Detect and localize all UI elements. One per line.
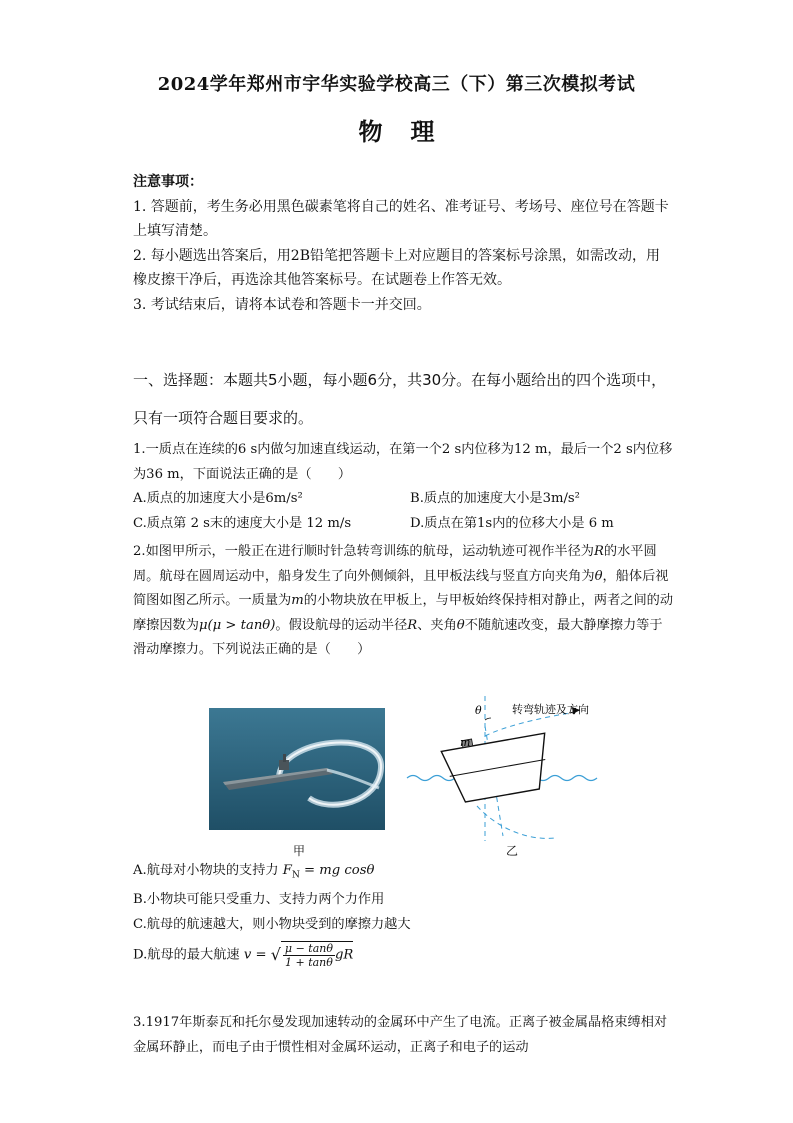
option-a: A.质点的加速度大小是6m/s² — [133, 491, 303, 506]
var-r: R — [593, 544, 604, 559]
notes-heading: 注意事项： — [133, 174, 203, 190]
option-b: B.小物块可能只受重力、支持力两个力作用 — [133, 892, 385, 908]
track-label: 转弯轨迹及方向 — [512, 703, 589, 716]
question-2-options — [133, 859, 673, 969]
section-heading: 一、选择题：本题共5小题，每小题6分，共30分。在每小题给出的四个选项中，只有一项符合题目要求的。 — [133, 371, 667, 427]
question-2 — [133, 540, 673, 663]
stem-text: 2.如图甲所示，一般正在进行顺时针急转弯训练的航母，运动轨迹可视作半径为 — [133, 544, 594, 559]
note-item: 3. 考试结束后，请将本试卷和答题卡一并交回。 — [133, 296, 431, 313]
subject-title: 物理 — [358, 117, 463, 146]
option-c: C.质点第 2 s末的速度大小是 12 m/s — [133, 515, 352, 531]
sqrt-expression — [281, 941, 353, 969]
option-b: B.质点的加速度大小是3m/s² — [410, 491, 580, 506]
mass-label: m — [460, 736, 471, 749]
var-mu: μ(μ > tanθ) — [198, 617, 276, 633]
stem-text: ，船体后视简图如图乙所示。一质量为 — [133, 568, 669, 608]
stem-text: 、夹角 — [417, 617, 457, 633]
stem-text: 。假设航母的运动半径 — [275, 617, 408, 633]
option-a — [133, 859, 673, 888]
caption-b: 乙 — [506, 844, 519, 858]
force-symbol: F — [282, 863, 292, 878]
question-1 — [133, 438, 673, 536]
theta-label: θ — [475, 704, 482, 717]
velocity-symbol: v = — [243, 947, 267, 963]
option-d-text: D.航母的最大航速 — [133, 947, 240, 963]
question-stem: 1.一质点在连续的6 s内做匀加速直线运动，在第一个2 s内位移为12 m，最后一个2 s内位移为36 m，下面说法正确的是（ ） — [133, 442, 673, 482]
var-m: m — [291, 593, 304, 608]
carrier-photo — [209, 708, 385, 830]
stem-text: 的水平圆周。航母在圆周运动中，船身发生了向外侧倾斜，且甲板法线与竖直方向夹角为 — [133, 544, 657, 584]
ship-diagram — [405, 696, 640, 841]
var-r: R — [407, 617, 418, 633]
option-d: D.质点在第1s内的位移大小是 6 m — [410, 515, 614, 531]
note-item: 2. 每小题选出答案后，用2B铅笔把答题卡上对应题目的答案标号涂黑，如需改动，用橡皮擦干净后，再选涂其他答案标号。在试题卷上作答无效。 — [133, 247, 661, 288]
exam-title: 2024学年郑州市宇华实验学校高三（下）第三次模拟考试 — [157, 74, 636, 95]
var-theta: θ — [456, 617, 465, 633]
caption-a: 甲 — [293, 844, 306, 858]
fraction-denominator: 1 + tanθ — [284, 956, 333, 970]
stem-text: 不随航速改变，最大静摩擦力等于滑动摩擦力。下列说法正确的是（ ） — [133, 617, 663, 657]
fraction-numerator: μ − tanθ — [284, 942, 333, 956]
note-item: 1. 答题前，考生务必用黑色碳素笔将自己的姓名、准考证号、考场号、座位号在答题卡上填写清楚。 — [133, 198, 669, 239]
notes-block — [133, 170, 673, 317]
force-subscript: N — [291, 870, 300, 881]
option-a-text: A.航母对小物块的支持力 — [133, 863, 279, 878]
option-c: C.航母的航速越大，则小物块受到的摩擦力越大 — [133, 916, 411, 932]
var-theta: θ — [594, 568, 603, 584]
formula-tail: gR — [334, 947, 354, 963]
force-formula: = mg cosθ — [299, 863, 375, 878]
question-3: 3.1917年斯泰瓦和托尔曼发现加速转动的金属环中产生了电流。正离子被金属晶格束缚相对金属环静止，而电子由于惯性相对金属环运动，正离子和电子的运动 — [133, 1015, 668, 1055]
stem-text: 的小物块放在甲板上，与甲板始终保持相对静止，两者之间的动摩擦因数为 — [133, 593, 674, 633]
option-d: D.航母的最大航速 v = √ $\frac{\mu - \tan\theta}{1 + \tan\theta}$ gR — [133, 942, 354, 970]
